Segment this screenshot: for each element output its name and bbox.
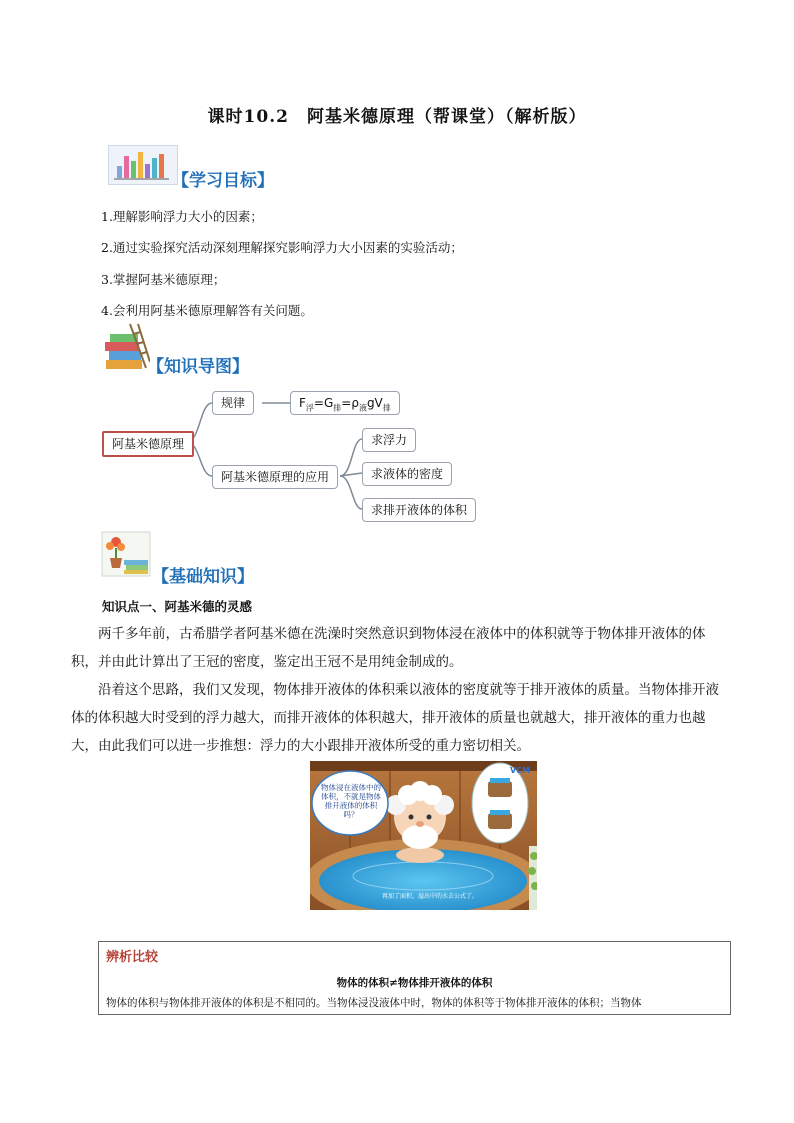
archimedes-illustration	[310, 761, 537, 910]
mind-map-branch-law: 规律	[212, 391, 254, 415]
illustration-logo: VCM	[510, 766, 531, 775]
compare-box-text: 物体的体积与物体排开液体的体积是不相同的。当物体浸没液体中时，物体的体积等于物体排开液体的体积；当物体	[106, 997, 642, 1009]
illustration-caption: 再加了面积，溢出中的水去公式了。	[381, 893, 478, 900]
compare-box-title: 辨析比较	[106, 950, 159, 965]
objective-item: 4.会利用阿基米德原理解答有关问题。	[101, 303, 313, 318]
knowledge-point-title: 知识点一、阿基米德的灵感	[102, 599, 253, 614]
objective-item: 3.掌握阿基米德原理；	[101, 272, 226, 287]
knowledge-map-section-icon	[100, 322, 150, 374]
formula-f-sub: 浮	[305, 403, 314, 413]
paragraph-1: 两千多年前，古希腊学者阿基米德在洗澡时突然意识到物体浸在液体中的体积就等于物体排开液体的体积，并由此计算出了王冠的密度，鉴定出王冠不是用纯金制成的。	[71, 626, 706, 670]
basics-heading: 【基础知识】	[152, 567, 254, 587]
mind-map-root: 阿基米德原理	[102, 431, 194, 457]
formula-eq2: =ρ	[341, 396, 359, 410]
formula-v-sub: 排	[382, 403, 391, 413]
basics-section-icon	[100, 530, 152, 578]
paragraph-2: 沿着这个思路，我们又发现，物体排开液体的体积乘以液体的密度就等于排开液体的质量。当物体排开液体的体积越大时受到的浮力越大，而排开液体的体积越大，排开液体的质量也就越大，排开液体的重力也越大，由此我们可以进一步推想：浮力的大小跟排开液体所受的重力密切相关。	[71, 682, 719, 754]
page-title: 课时10.2 阿基米德原理（帮课堂）（解析版）	[207, 107, 587, 127]
mind-map-branch-application: 阿基米德原理的应用	[212, 465, 338, 489]
illustration-bubble-text: 物体浸在液体中的体积，不就是物体排开液体的体积吗？	[321, 783, 381, 819]
knowledge-map-heading: 【知识导图】	[147, 357, 249, 377]
mind-map-application-item: 求液体的密度	[362, 462, 452, 486]
formula-f: F	[299, 396, 306, 410]
compare-box	[98, 941, 731, 1015]
compare-box-subtitle: 物体的体积≠物体排开液体的体积	[336, 977, 493, 989]
objectives-heading: 【学习目标】	[172, 171, 274, 191]
objective-item: 2.通过实验探究活动深刻理解探究影响浮力大小因素的实验活动；	[101, 240, 463, 255]
formula-gv: gV	[366, 396, 383, 410]
formula-eq1: =G	[313, 396, 334, 410]
formula-rho-sub: 液	[358, 403, 367, 413]
mind-map-application-item: 求浮力	[362, 428, 416, 452]
mind-map-formula	[290, 391, 400, 415]
objectives-section-icon	[108, 145, 178, 185]
mind-map-application-item: 求排开液体的体积	[362, 498, 476, 522]
formula-g-sub: 排	[333, 403, 342, 413]
objective-item: 1.理解影响浮力大小的因素；	[101, 209, 263, 224]
